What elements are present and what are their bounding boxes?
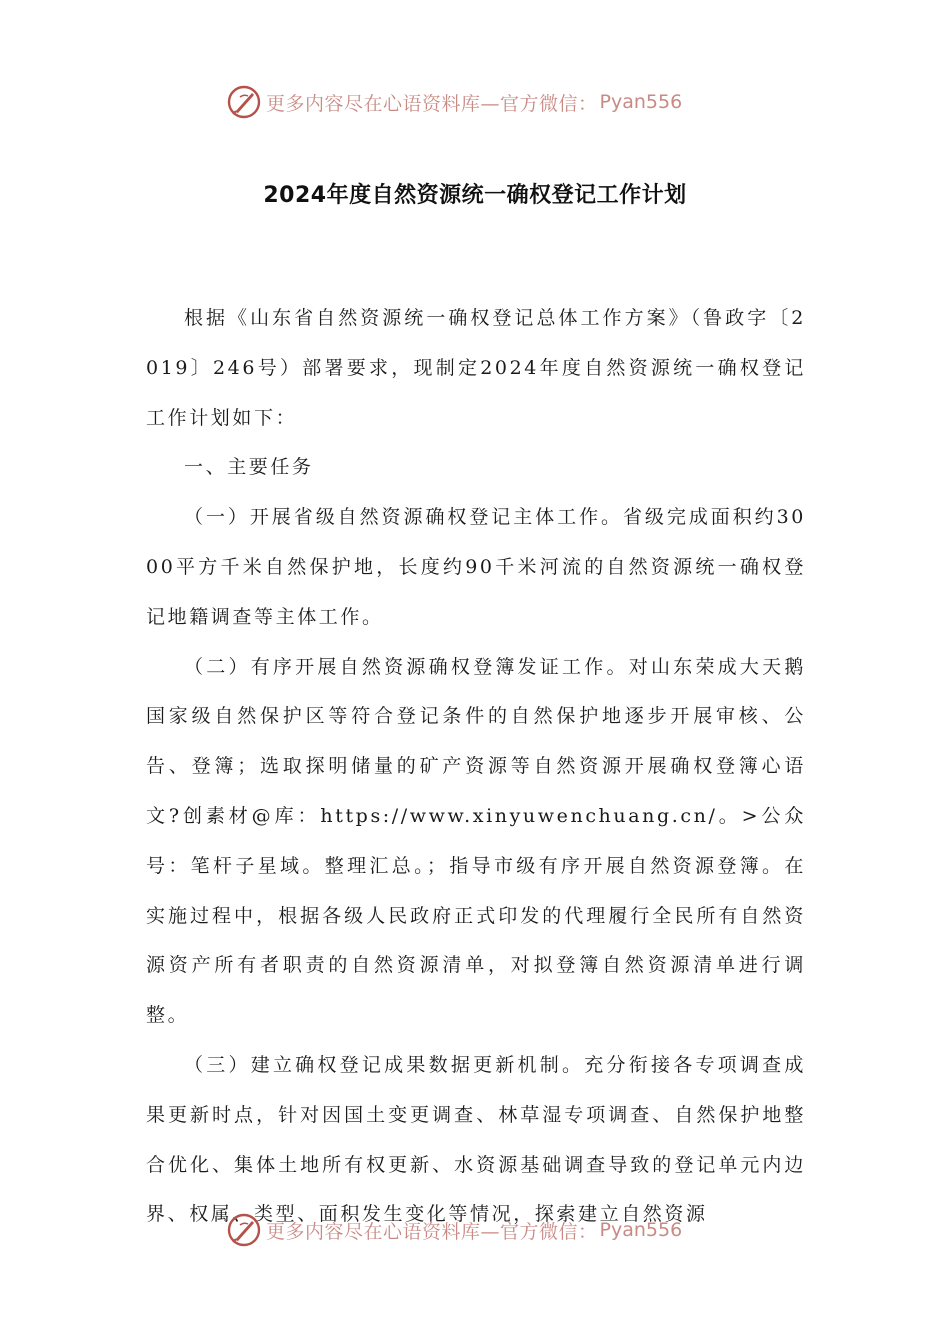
document-title: 2024年度自然资源统一确权登记工作计划 [263, 183, 687, 208]
quill-pen-logo-icon [226, 84, 262, 120]
paragraph-task-2: （二）有序开展自然资源确权登簿发证工作。对山东荣成大天鹅国家级自然保护区等符合登记条件的自然保护地逐步开展审核、公告、登簿；选取探明储量的矿产资源等自然资源开展确权登簿心语文?创素材@库：https://www.xinyuwenchuang.cn/。>公众号：笔杆子星域。整理汇总。；指导市级有序开展自然资源登簿。在实施过程中，根据各级人民政府正式印发的代理履行全民所有自然资源资产所有者职责的自然资源清单，对拟登簿自然资源清单进行调整。 [146, 655, 806, 1027]
footer-banner [226, 1210, 746, 1250]
banner-wechat-id: Pyan556 [599, 91, 683, 113]
paragraph-intro: 根据《山东省自然资源统一确权登记总体工作方案》（鲁政字〔2019〕246号）部署要求，现制定2024年度自然资源统一确权登记工作计划如下： [146, 307, 806, 429]
banner-wechat-id: Pyan556 [599, 1219, 683, 1241]
quill-pen-logo-icon [226, 1212, 262, 1248]
header-banner [226, 82, 746, 122]
document-body [146, 294, 806, 1240]
banner-text: 更多内容尽在心语资料库—官方微信： [266, 1220, 598, 1243]
paragraph-task-3: （三）建立确权登记成果数据更新机制。充分衔接各专项调查成果更新时点，针对因国土变更调查、林草湿专项调查、自然保护地整合优化、集体土地所有权更新、水资源基础调查导致的登记单元内边界、权属、类型、面积发生变化等情况，探索建立自然资源 [146, 1053, 806, 1226]
paragraph-task-1: （一）开展省级自然资源确权登记主体工作。省级完成面积约3000平方千米自然保护地，长度约90千米河流的自然资源统一确权登记地籍调查等主体工作。 [146, 506, 806, 628]
section-heading-main-tasks: 一、主要任务 [184, 456, 314, 479]
banner-text: 更多内容尽在心语资料库—官方微信： [266, 92, 598, 115]
